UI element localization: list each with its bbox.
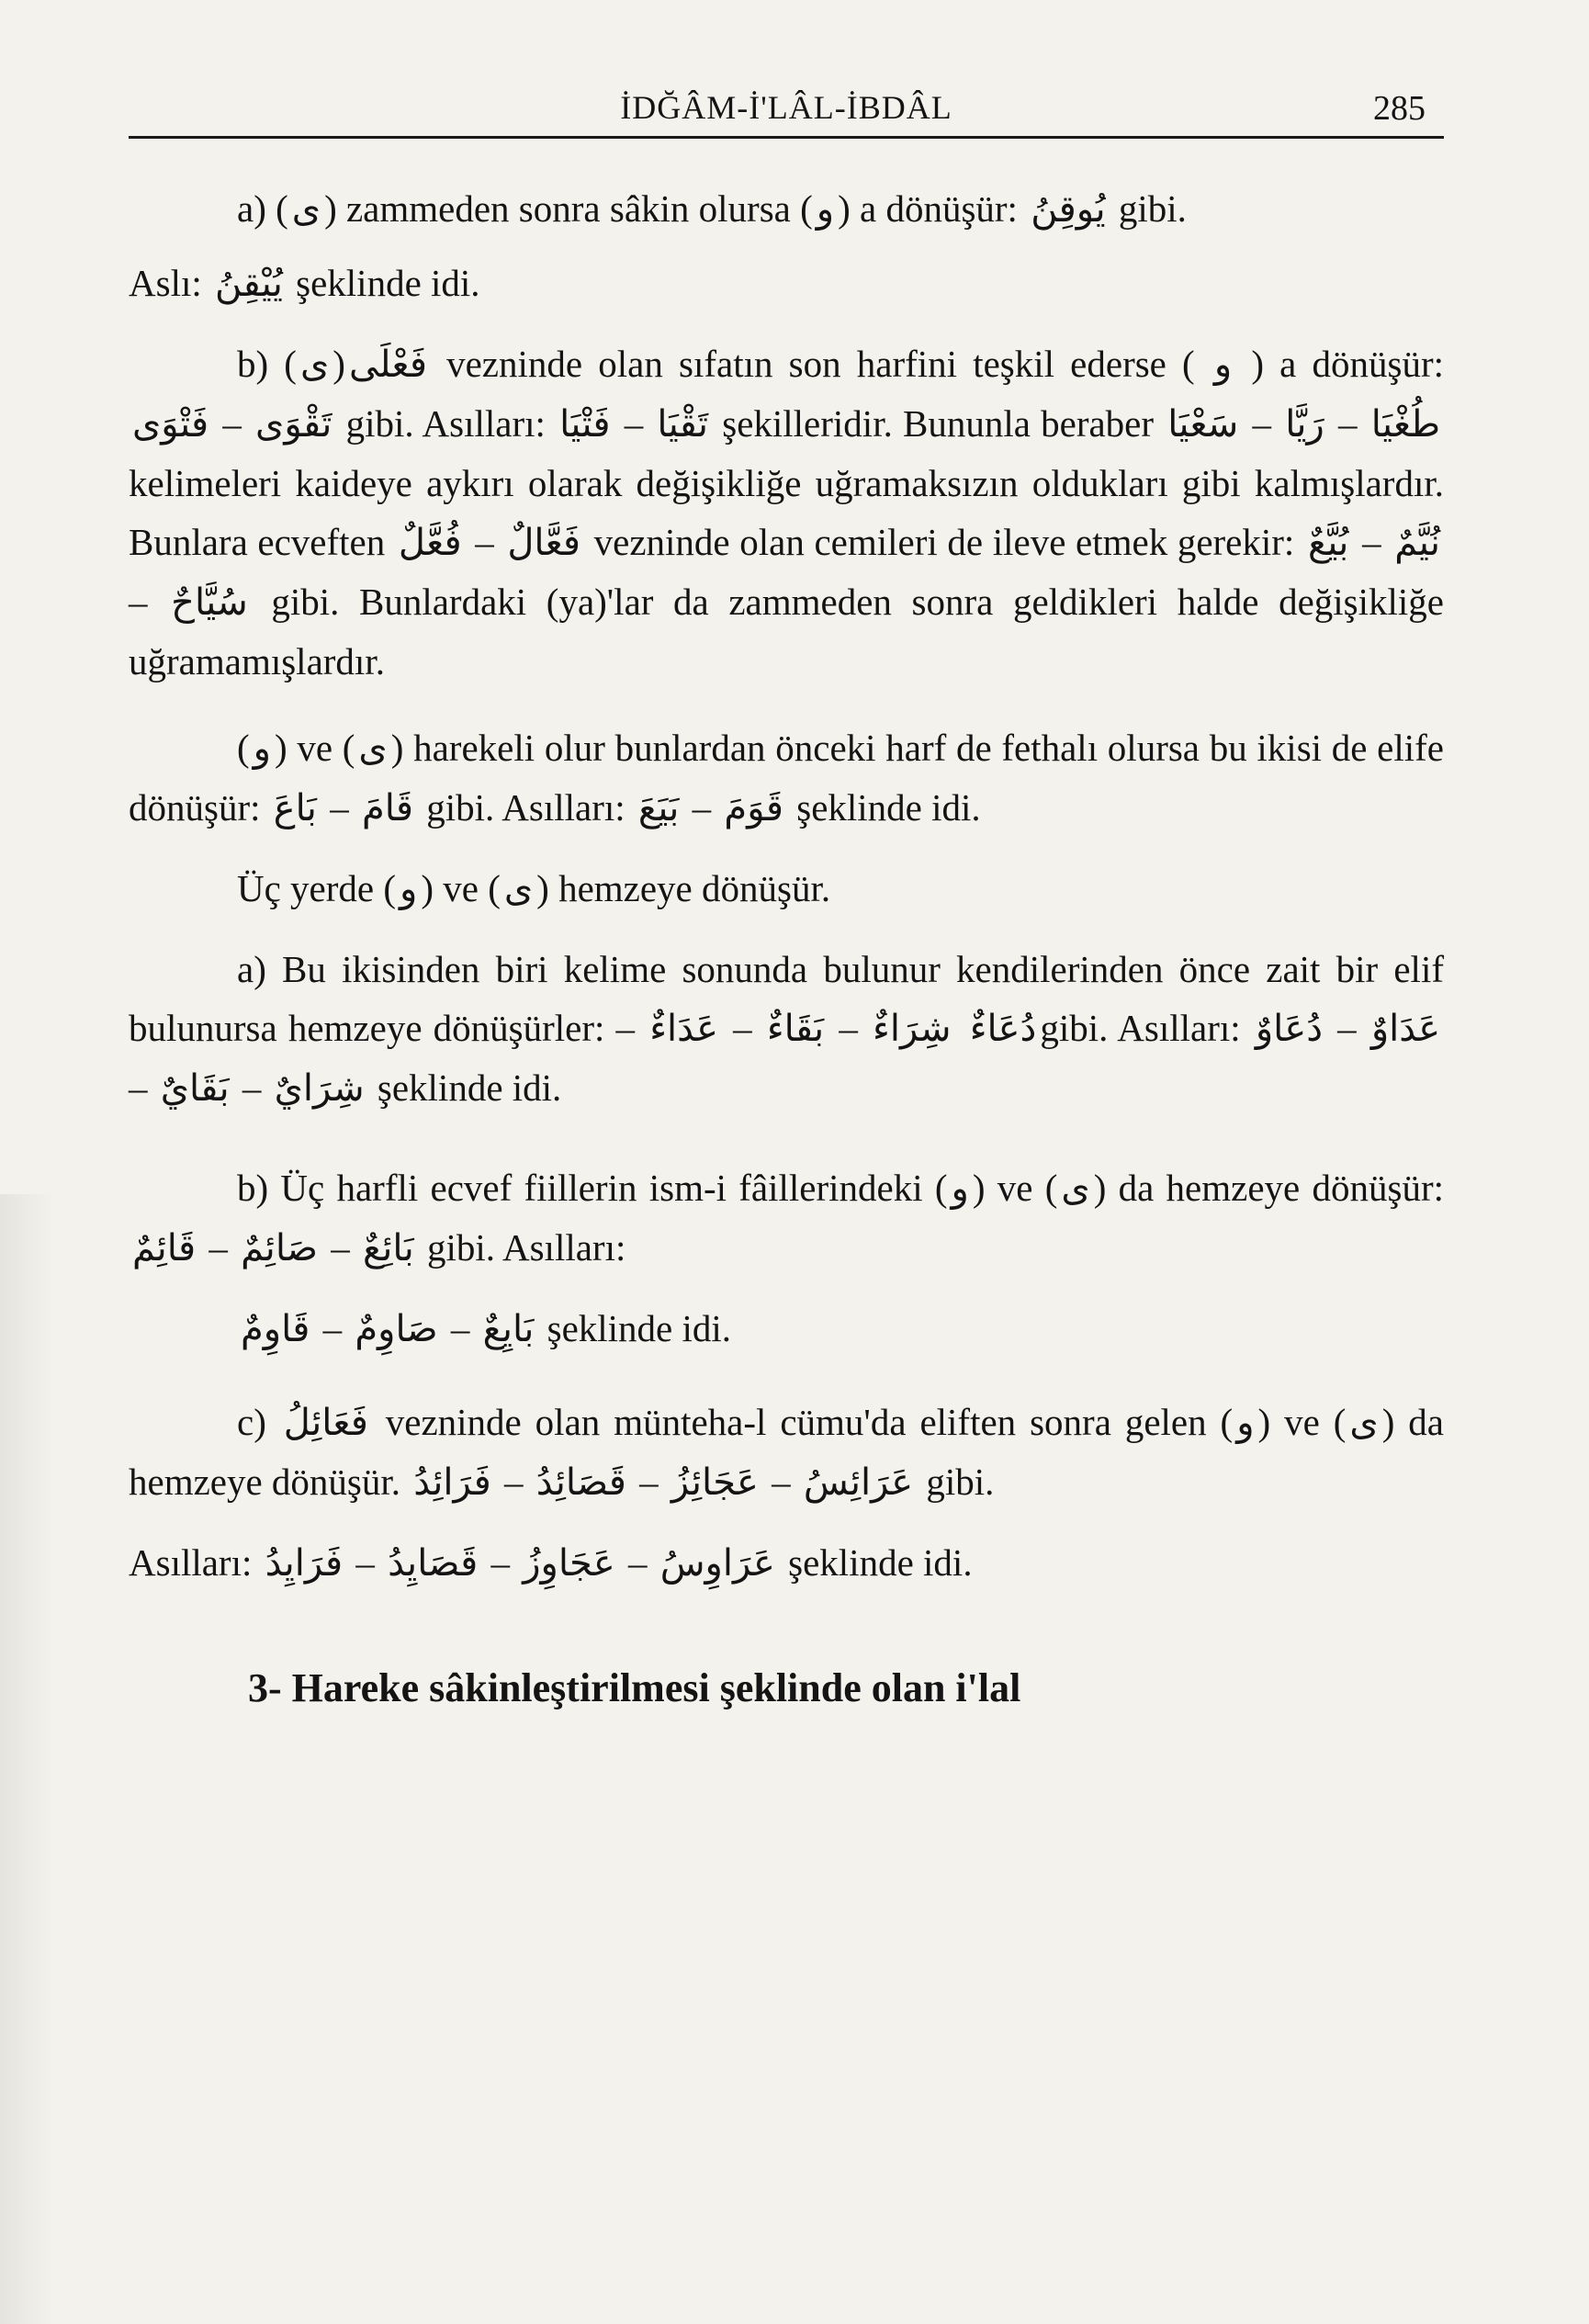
arabic-example: فَتْيَا [559,403,611,446]
text-run: c) [237,1401,266,1443]
paragraph-hamza-c [129,1393,1444,1512]
text-run: gibi. Asılları: [345,402,546,445]
arabic-example: فُعَّلٌ [398,522,462,564]
text-run: şeklinde idi. [377,1066,562,1109]
text-run: – [222,402,242,445]
text-run: ) ve ( [972,1167,1058,1209]
arabic-example: يُوقِنُ [1031,188,1106,231]
text-run: – [322,1307,343,1349]
paragraph-hamza-c-originals [129,1540,1444,1586]
arabic-letter: و [816,188,835,231]
text-run: gibi. Asılları: [1040,1007,1241,1049]
text-run: – [772,1461,791,1503]
arabic-example: بَائِعٌ [362,1227,414,1269]
arabic-example: يُيْقِنُ [215,263,283,305]
arabic-letter: ى [299,344,330,386]
text-run: – [733,1007,752,1049]
arabic-example: عَجَاوِزُ [523,1542,615,1585]
arabic-example: بَقَايٌ [160,1067,230,1110]
arabic-example: فَعَائِلُ [283,1402,368,1444]
arabic-example: قَصَايِدُ [388,1542,479,1585]
text-run: gibi. Bunlardaki (ya)'lar da zammeden sonra geldikleri halde değişikliğe uğramamışlardır. [129,581,1445,683]
arabic-example: طُغْيَا [1370,403,1441,446]
arabic-example: قَامَ [361,787,414,829]
text-run: – [1252,402,1271,445]
body-text [129,186,1444,1711]
paragraph-hamza-a [129,940,1444,1118]
scan-edge-shadow [0,1194,55,2324]
paragraph-rule-b-faula [129,334,1444,691]
arabic-example: بَقَاءٌ [766,1008,825,1050]
text-run: – [639,1461,659,1503]
arabic-example: سَعْيَا [1167,403,1239,446]
text-run: – [475,521,494,563]
arabic-example: قَصَائِدُ [535,1461,626,1504]
arabic-example: قَائِمٌ [132,1227,197,1269]
paragraph-hamza-b-originals [129,1305,1444,1352]
arabic-example: عَرَائِسُ [803,1461,914,1504]
arabic-example: فَعَّالٌ [507,522,581,564]
text-run: şeklinde idi. [296,262,480,304]
text-run: ) a dönüşür: [838,187,1018,230]
text-run: şeklinde idi. [796,786,981,829]
page-number: 285 [1373,89,1426,128]
arabic-example: فَرَايِدُ [265,1542,344,1585]
arabic-letter: و [951,1168,969,1210]
text-run: ) ve ( [1257,1401,1347,1443]
text-run: ) zammeden sonra sâkin olursa ( [324,187,813,230]
arabic-letter: ى [1061,1168,1090,1210]
arabic-letter: ى [503,868,534,910]
arabic-example: تَقْيَا [657,403,709,446]
arabic-example: بَايِعٌ [482,1308,535,1350]
arabic-example: بَيَعَ [637,787,680,829]
arabic-example: صَائِمٌ [241,1227,318,1269]
text-run: – [450,1307,470,1349]
arabic-example: قَاوِمٌ [241,1308,310,1350]
text-run: gibi. [926,1461,995,1503]
paragraph-hamza-intro [129,865,1444,912]
arabic-example: فَتْوَى [132,403,209,446]
arabic-example: فَعْلَى [348,344,427,386]
arabic-example: عَجَائِزُ [671,1461,759,1504]
text-run: gibi. Asılları: [426,786,625,829]
text-run: vezninde olan sıfatın son harfini teşkil ederse ( [446,343,1195,385]
text-run: Asılları: [129,1541,253,1584]
text-run: Aslı: [129,262,202,304]
arabic-letter: ى [358,728,388,770]
text-run: – [692,786,712,829]
arabic-example: رَيَّا [1285,403,1324,446]
text-run: a) Bu ikisinden biri kelime sonunda bulunur kendilerinden önce zait bir elif bulunursa hemzeye dönüşürler: – [129,948,1444,1049]
text-run: şekilleridir. Bununla beraber [722,402,1155,445]
text-run: – [129,1066,148,1109]
text-run: b) Üç harfli ecvef fiillerin ism-i fâillerindeki ( [237,1167,948,1209]
text-run: şeklinde idi. [788,1541,973,1584]
arabic-example: بَاعَ [273,787,317,829]
arabic-example: عَرَاوِسُ [659,1542,775,1585]
arabic-example: دُعَاءٌ [969,1008,1037,1050]
paragraph-hamza-b [129,1158,1444,1278]
text-run: – [129,581,148,623]
arabic-example: عَدَاوٌ [1370,1008,1441,1050]
text-run: – [1337,1007,1357,1049]
text-run: – [1362,521,1381,563]
page-header [129,79,1444,139]
text-run: a) ( [237,187,288,230]
text-run: – [330,786,349,829]
arabic-example: شِرَاءٌ [873,1008,952,1050]
text-run: ) ve ( [274,727,355,769]
text-run: – [242,1066,262,1109]
text-run: – [331,1226,350,1269]
arabic-example: قَوَمَ [724,787,783,829]
section-heading: 3- Hareke sâkinleştirilmesi şeklinde olan i'lal [248,1665,1021,1710]
arabic-example: سُيَّاحٌ [171,581,248,624]
text-run: – [624,402,644,445]
text-run: ) ve ( [421,867,501,909]
arabic-example: دُعَاوٌ [1255,1008,1324,1050]
text-run: vezninde olan münteha-l cümu'da eliften sonra gelen ( [385,1401,1234,1443]
text-run: gibi. [1118,187,1187,230]
text-run: ) [332,343,345,385]
text-run: vezninde olan cemileri de ileve etmek gerekir: [593,521,1295,563]
arabic-letter: و [1236,1402,1255,1444]
text-run: – [627,1541,648,1584]
text-run: ) da hemzeye dönüşür: [1093,1167,1444,1209]
arabic-example: شِرَايٌ [274,1067,365,1110]
arabic-letter: ى [1349,1402,1379,1444]
paragraph-original-form [129,260,1444,307]
arabic-example: بُيَّعٌ [1307,522,1349,564]
text-run: gibi. Asılları: [426,1226,626,1269]
arabic-example: عَدَاءٌ [649,1008,719,1050]
arabic-example: فَرَائِدُ [413,1461,491,1504]
text-run: şeklinde idi. [547,1307,732,1349]
text-run: – [503,1461,524,1503]
text-run: – [208,1226,228,1269]
arabic-letter: و [400,868,418,910]
text-run: kelimeleri kaideye aykırı olarak değişikliğe uğramaksızın oldukları gibi kalmışlardır. Bunlara ecveften [129,462,1444,563]
text-run: – [490,1541,510,1584]
arabic-example: تَقْوَى [255,403,332,446]
text-run: – [1338,402,1358,445]
text-run: Üç yerde ( [237,867,397,909]
text-run: – [839,1007,858,1049]
text-run: ) da hemzeye dönüşür. [129,1401,1444,1503]
arabic-letter: و [253,728,271,770]
text-run: b) ( [237,343,297,385]
arabic-example: نُيَّمٌ [1394,522,1441,564]
paragraph-rule-alif [129,718,1444,838]
arabic-letter: ى [291,188,321,231]
text-run: ) hemzeye dönüşür. [536,867,831,909]
text-run: ) a dönüşür: [1251,343,1445,385]
paragraph-rule-a-damma [129,186,1444,232]
text-run: ( [237,727,250,769]
running-title: İDĞÂM-İ'LÂL-İBDÂL [620,89,952,126]
text-run: ) harekeli olur bunlardan önceki harf de fethalı olursa bu ikisi de elife dönüşür: [129,727,1444,829]
arabic-example: صَاوِمٌ [355,1308,438,1350]
arabic-letter: و [1213,344,1233,386]
text-run: – [355,1541,375,1584]
